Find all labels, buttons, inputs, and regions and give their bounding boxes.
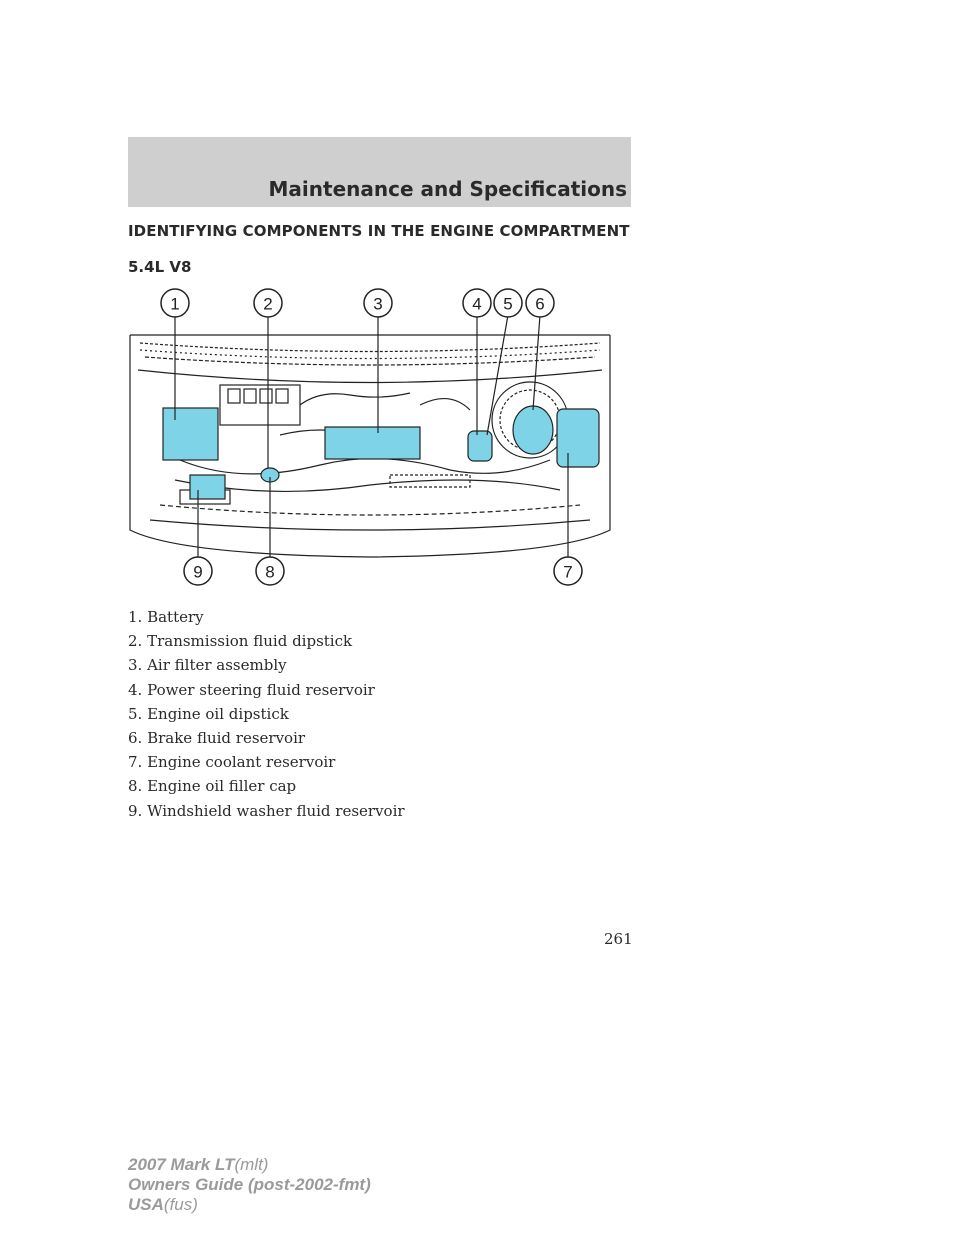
component-legend — [128, 605, 405, 823]
footer-market-code: (fus) — [163, 1195, 198, 1214]
footer-guide: Owners Guide (post-2002-fmt) — [128, 1175, 371, 1194]
footer-line-market — [128, 1195, 371, 1215]
legend-item: 9. Windshield washer fluid reservoir — [128, 801, 405, 820]
callout-7-label: 7 — [563, 562, 573, 582]
legend-item: 2. Transmission fluid dipstick — [128, 632, 353, 651]
callout-5-label: 5 — [503, 294, 513, 314]
callout-2-label: 2 — [263, 294, 273, 314]
washer-reservoir-shape — [190, 475, 225, 499]
footer-market: USA — [128, 1195, 164, 1214]
callout-6-label: 6 — [535, 294, 545, 314]
legend-item: 5. Engine oil dipstick — [128, 704, 289, 723]
brake-reservoir-shape — [513, 406, 553, 454]
footer-line-guide — [128, 1175, 371, 1195]
callout-1-label: 1 — [170, 294, 180, 314]
battery-shape — [163, 408, 218, 460]
legend-item: 3. Air filter assembly — [128, 656, 287, 675]
page-section-title: Maintenance and Specifications — [268, 177, 627, 201]
section-heading: IDENTIFYING COMPONENTS IN THE ENGINE COMPARTMENT — [128, 222, 630, 240]
document-footer — [128, 1155, 371, 1215]
engine-compartment-diagram — [120, 285, 620, 600]
header-band — [128, 137, 631, 207]
power-steering-reservoir-shape — [468, 431, 492, 461]
legend-item: 6. Brake fluid reservoir — [128, 729, 306, 748]
legend-item: 1. Battery — [128, 608, 204, 626]
footer-model: 2007 Mark LT — [128, 1155, 235, 1174]
page-number: 261 — [604, 930, 633, 948]
footer-model-code: (mlt) — [234, 1155, 269, 1174]
callout-8-label: 8 — [265, 562, 275, 582]
callout-3-label: 3 — [373, 294, 383, 314]
coolant-reservoir-shape — [557, 409, 599, 467]
callout-9-label: 9 — [193, 562, 203, 582]
callout-4-label: 4 — [472, 294, 482, 314]
legend-item: 7. Engine coolant reservoir — [128, 753, 336, 772]
footer-line-model — [128, 1155, 371, 1175]
legend-item: 4. Power steering fluid reservoir — [128, 680, 375, 699]
engine-label: 5.4L V8 — [128, 258, 192, 276]
air-filter-shape — [325, 427, 420, 459]
legend-item: 8. Engine oil filler cap — [128, 777, 297, 796]
